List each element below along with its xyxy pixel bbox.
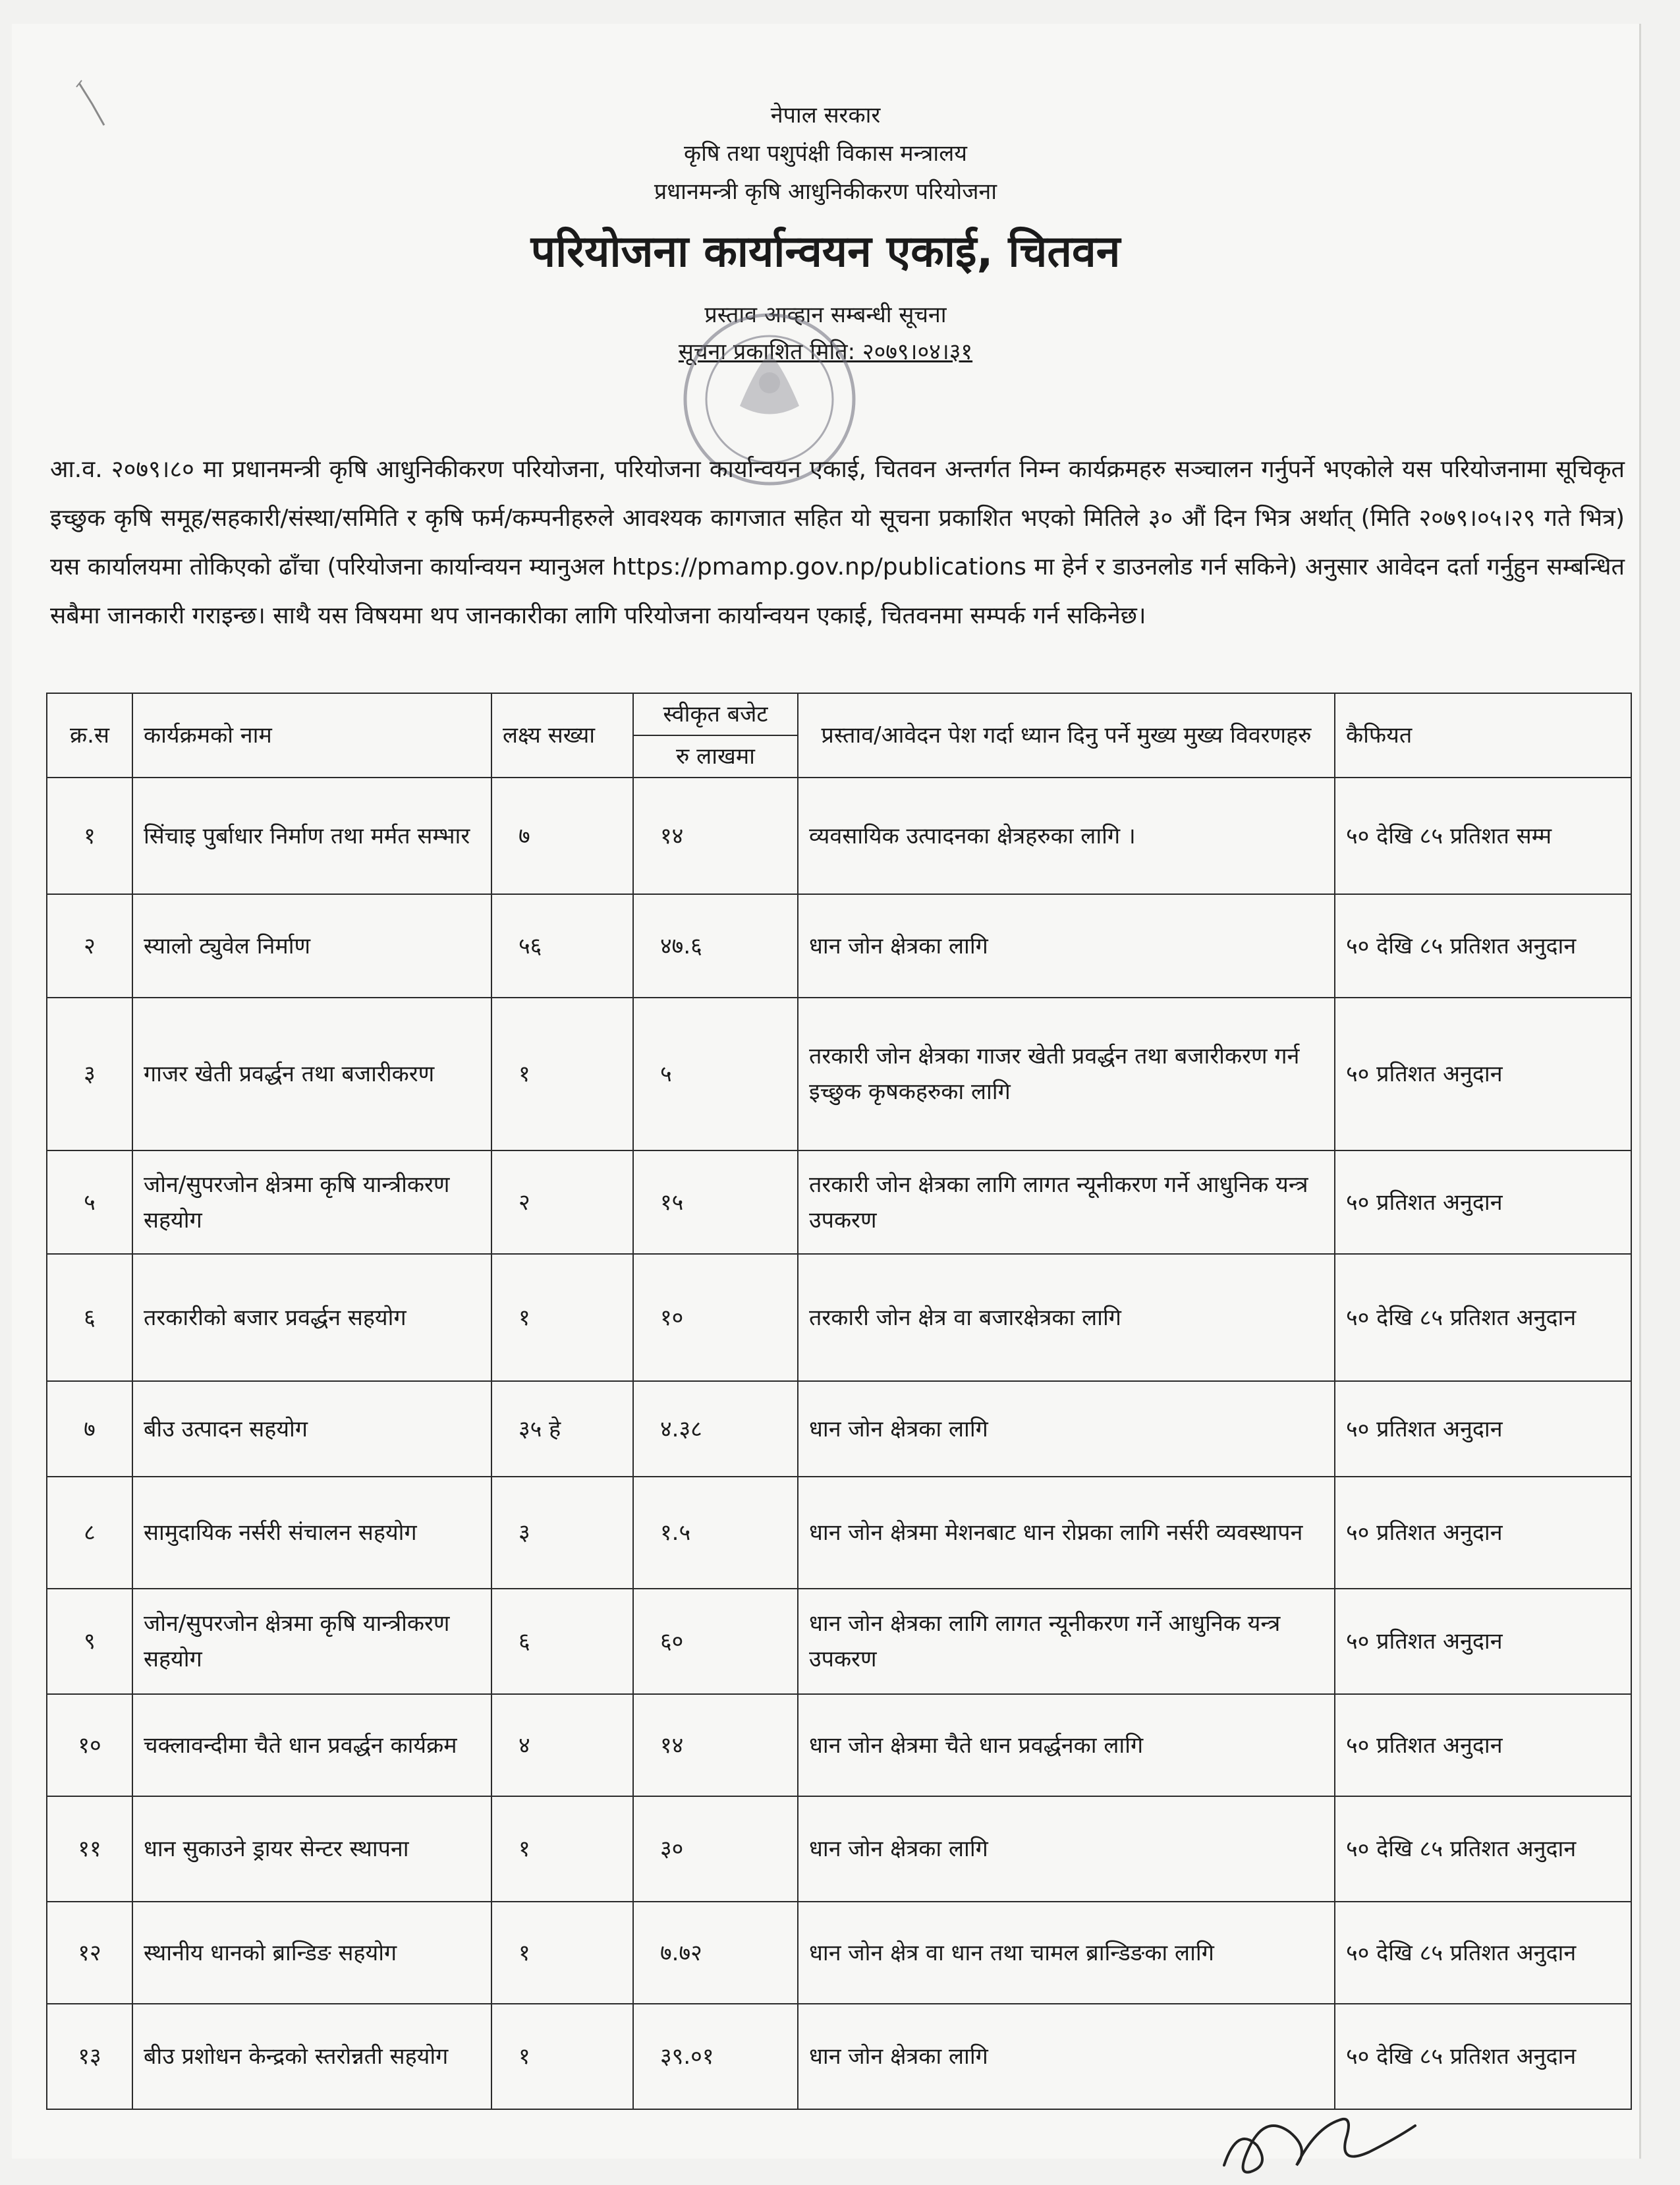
cell-budget: १५ <box>633 1150 798 1254</box>
cell-program: बीउ उत्पादन सहयोग <box>132 1381 491 1477</box>
cell-sn: १३ <box>47 2004 132 2109</box>
document-page <box>12 24 1641 2159</box>
cell-target: ३५ हे <box>491 1381 633 1477</box>
program-table <box>46 693 1632 2110</box>
cell-details: धान जोन क्षेत्रका लागि <box>798 1796 1335 1902</box>
cell-target: १ <box>491 1796 633 1902</box>
publish-date: सूचना प्रकाशित मिति: २०७९।०४।३१ <box>678 339 973 365</box>
cell-details: धान जोन क्षेत्रमा चैते धान प्रवर्द्धनका लागि <box>798 1694 1335 1796</box>
cell-budget: १४ <box>633 1694 798 1796</box>
notice-subject: प्रस्ताव आव्हान सम्बन्धी सूचना <box>704 302 947 328</box>
cell-sn: ८ <box>47 1477 132 1589</box>
cell-budget: ४.३८ <box>633 1381 798 1477</box>
cell-target: ३ <box>491 1477 633 1589</box>
cell-target: ४ <box>491 1694 633 1796</box>
table-row <box>47 894 1631 998</box>
intro-paragraph: आ.व. २०७९।८० मा प्रधानमन्त्री कृषि आधुनिकीकरण परियोजना, परियोजना कार्यान्वयन एकाई, चितवन अन्तर्गत निम्न कार्यक्रमहरु सञ्चालन गर्नुपर्ने भएकोले यस परियोजनामा सूचिकृत इच्छुक कृषि समूह/सहकारी/संस्था/समिति र कृषि फर्म/कम्पनीहरुले आवश्यक कागजात सहित यो सूचना प्रकाशित भएको मितिले ३० औं दिन भित्र अर्थात् (मिति २०७९।०५।२९ गते भित्र) यस कार्यालयमा तोकिएको ढाँचा (परियोजना कार्यान्वयन म्यानुअल https://pmamp.gov.np/publications मा हेर्न र डाउनलोड गर्न सकिने) अनुसार आवेदन दर्ता गर्नुहुन सम्बन्धित सबैमा जानकारी गराइन्छ। साथै यस विषयमा थप जानकारीका लागि परियोजना कार्यान्वयन एकाई, चितवनमा सम्पर्क गर्न सकिनेछ। <box>50 456 1625 629</box>
cell-program: बीउ प्रशोधन केन्द्रको स्तरोन्नती सहयोग <box>132 2004 491 2109</box>
table-row <box>47 1694 1631 1796</box>
cell-target: ६ <box>491 1589 633 1694</box>
project-name: प्रधानमन्त्री कृषि आधुनिकीकरण परियोजना <box>654 179 997 205</box>
cell-sn: १० <box>47 1694 132 1796</box>
table-row <box>47 1796 1631 1902</box>
cell-remarks: ५० प्रतिशत अनुदान <box>1335 1381 1631 1477</box>
cell-program: तरकारीको बजार प्रवर्द्धन सहयोग <box>132 1254 491 1381</box>
header-remarks: कैफियत <box>1335 693 1631 778</box>
cell-sn: ७ <box>47 1381 132 1477</box>
government-name: नेपाल सरकार <box>770 102 881 128</box>
cell-remarks: ५० देखि ८५ प्रतिशत सम्म <box>1335 778 1631 894</box>
header-target: लक्ष्य सख्या <box>491 693 633 778</box>
cell-sn: ५ <box>47 1150 132 1254</box>
cell-sn: ३ <box>47 998 132 1150</box>
cell-target: १ <box>491 1254 633 1381</box>
cell-sn: १ <box>47 778 132 894</box>
table-row <box>47 1150 1631 1254</box>
cell-details: धान जोन क्षेत्रका लागि <box>798 1381 1335 1477</box>
cell-target: ५६ <box>491 894 633 998</box>
header-details: प्रस्ताव/आवेदन पेश गर्दा ध्यान दिनु पर्ने मुख्य मुख्य विवरणहरु <box>798 693 1335 778</box>
cell-details: धान जोन क्षेत्रका लागि <box>798 2004 1335 2109</box>
cell-remarks: ५० देखि ८५ प्रतिशत अनुदान <box>1335 1902 1631 2004</box>
cell-sn: ९ <box>47 1589 132 1694</box>
cell-sn: ६ <box>47 1254 132 1381</box>
table-row <box>47 998 1631 1150</box>
cell-budget: ४७.६ <box>633 894 798 998</box>
cell-budget: ३० <box>633 1796 798 1902</box>
cell-remarks: ५० प्रतिशत अनुदान <box>1335 1589 1631 1694</box>
cell-remarks: ५० प्रतिशत अनुदान <box>1335 1477 1631 1589</box>
cell-budget: १० <box>633 1254 798 1381</box>
cell-budget: ५ <box>633 998 798 1150</box>
cell-details: धान जोन क्षेत्रका लागि <box>798 894 1335 998</box>
cell-remarks: ५० देखि ८५ प्रतिशत अनुदान <box>1335 1796 1631 1902</box>
cell-program: जोन/सुपरजोन क्षेत्रमा कृषि यान्त्रीकरण सहयोग <box>132 1150 491 1254</box>
table-row <box>47 1477 1631 1589</box>
cell-budget: ७.७२ <box>633 1902 798 2004</box>
cell-details: तरकारी जोन क्षेत्रका लागि लागत न्यूनीकरण गर्ने आधुनिक यन्त्र उपकरण <box>798 1150 1335 1254</box>
cell-details: तरकारी जोन क्षेत्र वा बजारक्षेत्रका लागि <box>798 1254 1335 1381</box>
cell-remarks: ५० देखि ८५ प्रतिशत अनुदान <box>1335 894 1631 998</box>
cell-target: २ <box>491 1150 633 1254</box>
cell-remarks: ५० देखि ८५ प्रतिशत अनुदान <box>1335 2004 1631 2109</box>
cell-program: गाजर खेती प्रवर्द्धन तथा बजारीकरण <box>132 998 491 1150</box>
table-row <box>47 1381 1631 1477</box>
cell-program: स्यालो ट्युवेल निर्माण <box>132 894 491 998</box>
header-sn: क्र.स <box>47 693 132 778</box>
cell-program: सामुदायिक नर्सरी संचालन सहयोग <box>132 1477 491 1589</box>
cell-sn: २ <box>47 894 132 998</box>
cell-budget: ३९.०१ <box>633 2004 798 2109</box>
cell-target: ७ <box>491 778 633 894</box>
cell-program: स्थानीय धानको ब्रान्डिङ सहयोग <box>132 1902 491 2004</box>
cell-details: धान जोन क्षेत्र वा धान तथा चामल ब्रान्डिङका लागि <box>798 1902 1335 2004</box>
table-row <box>47 1589 1631 1694</box>
cell-sn: ११ <box>47 1796 132 1902</box>
table-row <box>47 778 1631 894</box>
table-row <box>47 1254 1631 1381</box>
cell-details: व्यवसायिक उत्पादनका क्षेत्रहरुका लागि । <box>798 778 1335 894</box>
cell-program: चक्लावन्दीमा चैते धान प्रवर्द्धन कार्यक्रम <box>132 1694 491 1796</box>
cell-remarks: ५० प्रतिशत अनुदान <box>1335 1150 1631 1254</box>
cell-remarks: ५० देखि ८५ प्रतिशत अनुदान <box>1335 1254 1631 1381</box>
cell-program: जोन/सुपरजोन क्षेत्रमा कृषि यान्त्रीकरण सहयोग <box>132 1589 491 1694</box>
cell-remarks: ५० प्रतिशत अनुदान <box>1335 998 1631 1150</box>
cell-target: १ <box>491 2004 633 2109</box>
cell-target: १ <box>491 1902 633 2004</box>
cell-details: तरकारी जोन क्षेत्रका गाजर खेती प्रवर्द्धन तथा बजारीकरण गर्न इच्छुक कृषकहरुका लागि <box>798 998 1335 1150</box>
cell-program: सिंचाइ पुर्बाधार निर्माण तथा मर्मत सम्भार <box>132 778 491 894</box>
cell-target: १ <box>491 998 633 1150</box>
header-budget-unit: रु लाखमा <box>633 735 798 778</box>
signature-icon <box>1211 2086 1428 2185</box>
table-body <box>47 778 1631 2109</box>
cell-budget: १.५ <box>633 1477 798 1589</box>
header-budget: स्वीकृत बजेट <box>633 693 798 735</box>
cell-remarks: ५० प्रतिशत अनुदान <box>1335 1694 1631 1796</box>
cell-program: धान सुकाउने ड्रायर सेन्टर स्थापना <box>132 1796 491 1902</box>
cell-details: धान जोन क्षेत्रका लागि लागत न्यूनीकरण गर्ने आधुनिक यन्त्र उपकरण <box>798 1589 1335 1694</box>
cell-budget: १४ <box>633 778 798 894</box>
cell-details: धान जोन क्षेत्रमा मेशनबाट धान रोप्नका लागि नर्सरी व्यवस्थापन <box>798 1477 1335 1589</box>
table-header-row <box>47 693 1631 735</box>
cell-sn: १२ <box>47 1902 132 2004</box>
cell-budget: ६० <box>633 1589 798 1694</box>
header-program: कार्यक्रमको नाम <box>132 693 491 778</box>
unit-title: परियोजना कार्यान्वयन एकाई, चितवन <box>530 226 1121 277</box>
ministry-name: कृषि तथा पशुपंक्षी विकास मन्त्रालय <box>684 140 967 167</box>
table-row <box>47 1902 1631 2004</box>
